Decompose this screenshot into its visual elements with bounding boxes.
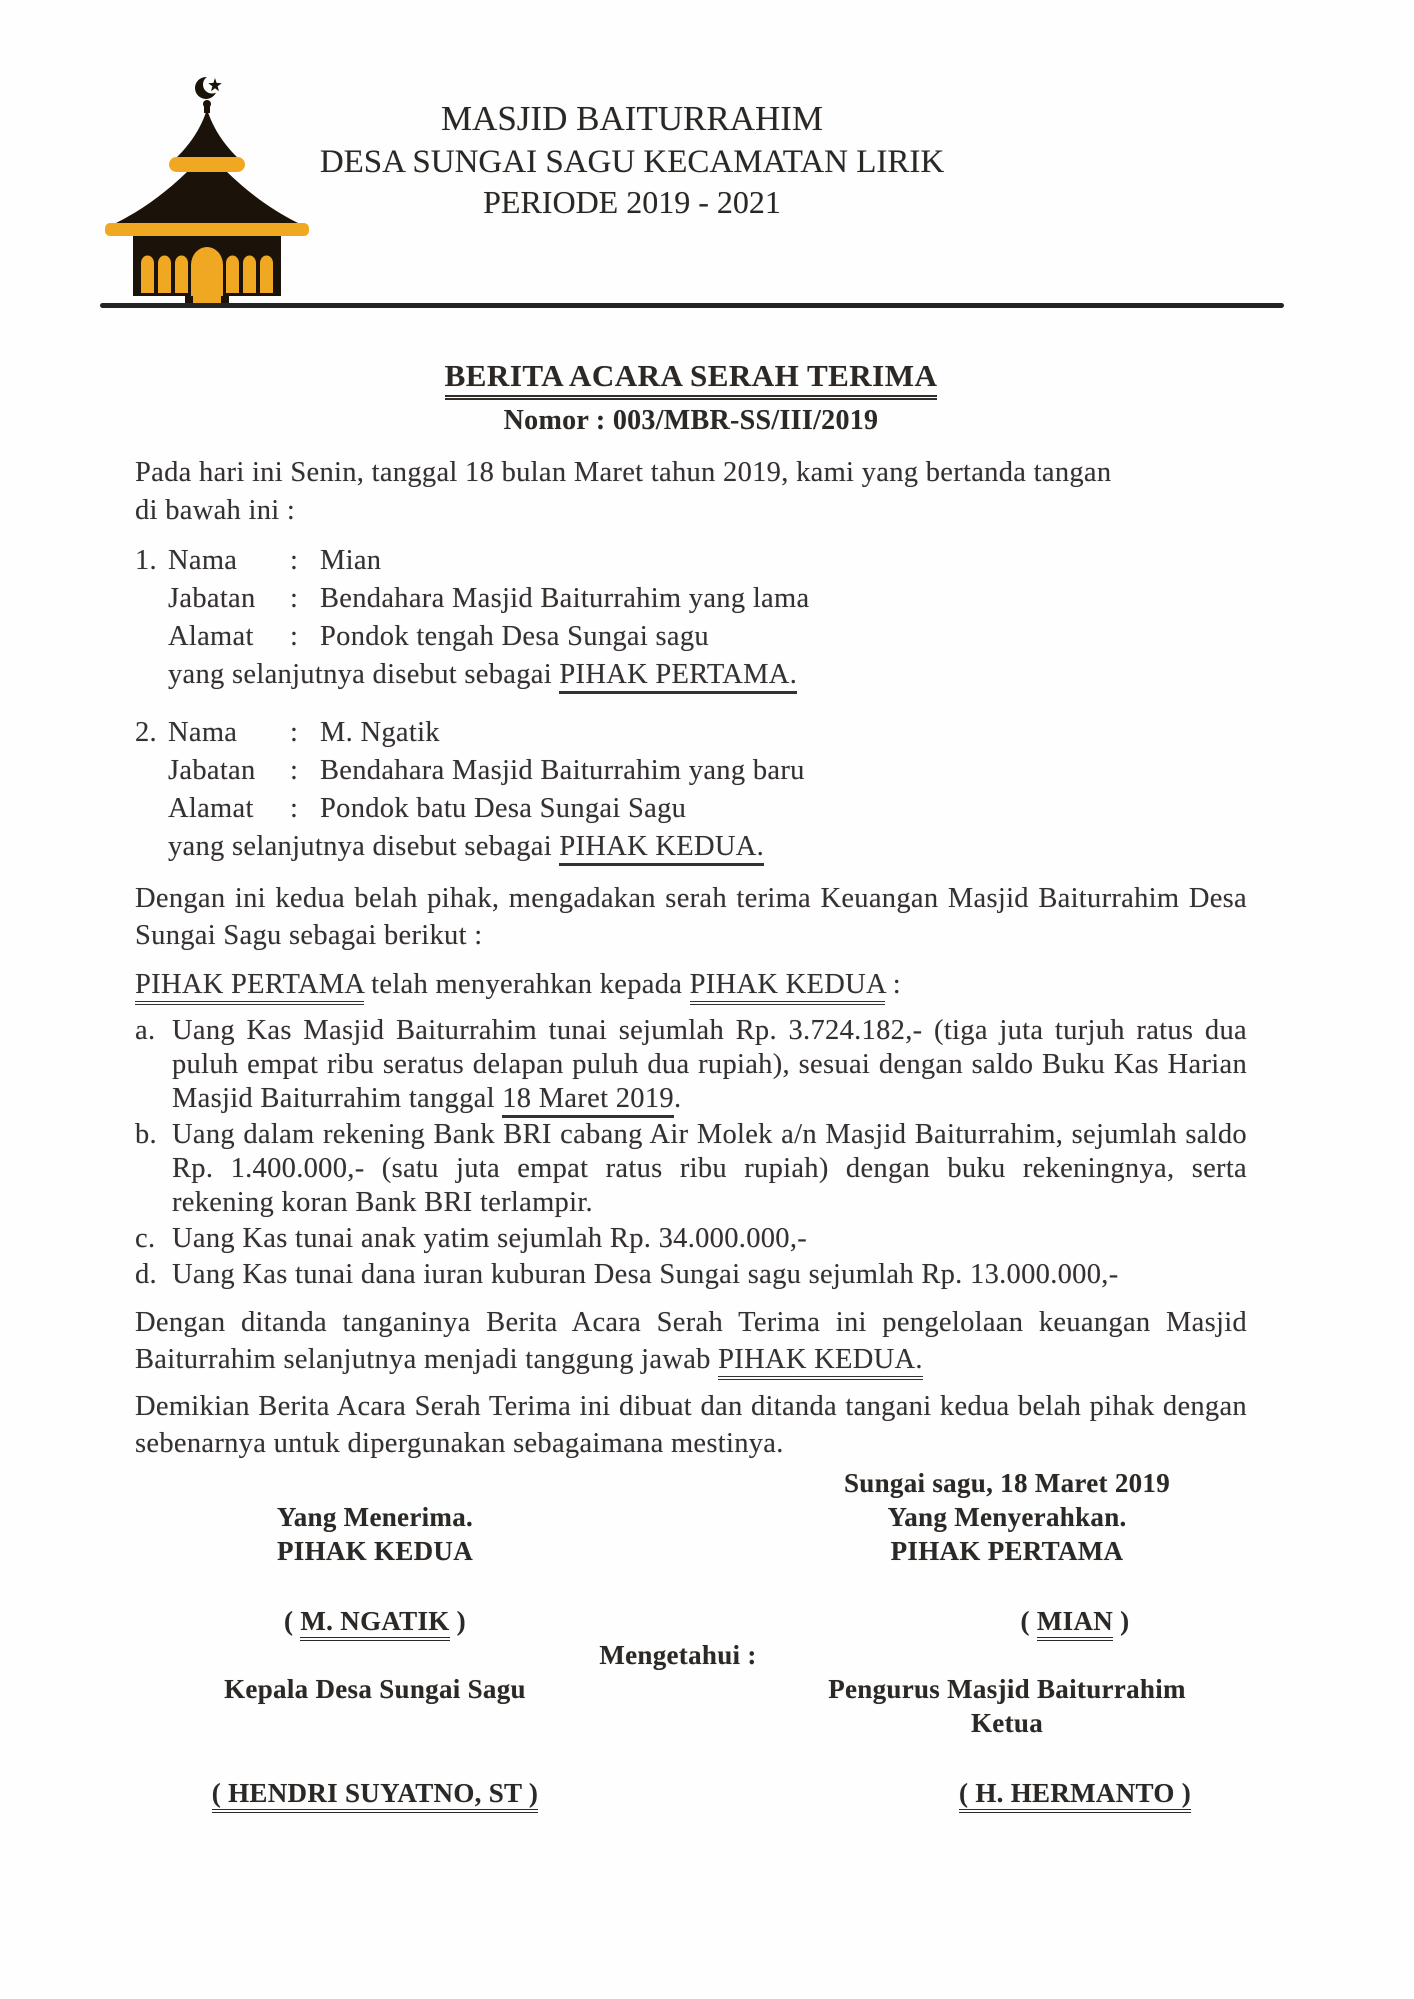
item-marker: d.	[135, 1259, 157, 1290]
handover-item	[135, 1014, 1247, 1116]
field-label: Jabatan	[168, 583, 256, 614]
left-official-name: HENDRI SUYATNO, ST	[228, 1778, 522, 1808]
item-marker: c.	[135, 1223, 156, 1254]
role-row	[135, 1500, 1247, 1534]
header-divider	[100, 303, 1284, 308]
party-closing: yang selanjutnya disebut sebagai PIHAK PERTAMA.	[168, 656, 1247, 694]
party-closing: yang selanjutnya disebut sebagai PIHAK KEDUA.	[168, 828, 1247, 866]
document-title-block	[135, 358, 1247, 438]
place-date-row	[135, 1466, 1247, 1500]
intro-paragraph	[135, 454, 1247, 530]
party-row	[135, 790, 1247, 828]
field-colon: :	[290, 755, 299, 786]
document-body	[135, 358, 1247, 1810]
receiver-role: Yang Menerima.	[276, 1502, 474, 1532]
intro-line2: di bawah ini :	[135, 495, 296, 526]
left-official-title: Kepala Desa Sungai Sagu	[224, 1674, 526, 1704]
field-label: Alamat	[168, 793, 254, 824]
org-period: PERIODE 2019 - 2021	[483, 184, 781, 220]
official-names-row	[135, 1776, 1247, 1810]
field-value: Bendahara Masjid Baiturrahim yang baru	[320, 755, 805, 786]
receiver-signature: ( M. NGATIK )	[135, 1604, 615, 1638]
party-term: PIHAK KEDUA	[690, 969, 886, 1005]
party-label-row	[135, 1534, 1247, 1568]
field-label: Jabatan	[168, 755, 256, 786]
field-value: Mian	[320, 545, 382, 576]
org-name: MASJID BAITURRAHIM	[440, 99, 824, 138]
field-colon: :	[290, 621, 299, 652]
left-official-name-group: ( HENDRI SUYATNO, ST )	[212, 1778, 538, 1813]
handover-items	[135, 1014, 1247, 1292]
receiver-name: M. NGATIK	[300, 1606, 449, 1641]
right-official-name: H. HERMANTO	[975, 1778, 1175, 1808]
field-label: Nama	[168, 545, 238, 576]
party-row	[135, 542, 1247, 580]
giver-name: MIAN	[1037, 1606, 1113, 1641]
party-term: PIHAK KEDUA.	[559, 831, 764, 866]
handover-item	[135, 1258, 1247, 1292]
item-date: 18 Maret 2019	[502, 1083, 674, 1118]
party-first	[135, 542, 1247, 694]
party-term: PIHAK PERTAMA	[135, 969, 364, 1005]
party-number: 1.	[135, 545, 157, 576]
handover-item	[135, 1222, 1247, 1256]
official-subtitle-row	[135, 1706, 1247, 1740]
party-term: PIHAK KEDUA.	[718, 1344, 923, 1380]
right-official-signature	[835, 1776, 1315, 1810]
field-value: Pondok tengah Desa Sungai sagu	[320, 621, 709, 652]
item-text: Uang Kas tunai dana iuran kuburan Desa Sungai sagu sejumlah Rp. 13.000.000,-	[172, 1259, 1119, 1290]
left-official-signature	[135, 1776, 615, 1810]
org-address: DESA SUNGAI SAGU KECAMATAN LIRIK	[319, 144, 945, 180]
field-colon: :	[290, 717, 299, 748]
field-label: Alamat	[168, 621, 254, 652]
item-text: Uang Kas Masjid Baiturrahim tunai sejumlah Rp. 3.724.182,- (tiga juta turjuh ratus dua puluh empat ribu seratus delapan puluh dua rupiah), sesuai dengan saldo Buku Kas Harian Masjid Baiturrahim tanggal 18 Maret 2019.	[172, 1014, 1247, 1116]
field-value: Pondok batu Desa Sungai Sagu	[320, 793, 687, 824]
place-date: Sungai sagu, 18 Maret 2019	[843, 1468, 1171, 1498]
item-text: Uang Kas tunai anak yatim sejumlah Rp. 34.000.000,-	[172, 1223, 808, 1254]
field-label: Nama	[168, 717, 238, 748]
giver-role: Yang Menyerahkan.	[887, 1502, 1127, 1532]
field-colon: :	[290, 583, 299, 614]
signature-names-row	[135, 1604, 1247, 1638]
responsibility-paragraph: Dengan ditanda tanganinya Berita Acara Serah Terima ini pengelolaan keuangan Masjid Baiturrahim selanjutnya menjadi tanggung jawab PIHAK KEDUA.	[135, 1304, 1247, 1378]
official-title-row	[135, 1672, 1247, 1706]
giver-party-label: PIHAK PERTAMA	[890, 1536, 1124, 1566]
acknowledge-label: Mengetahui :	[599, 1640, 757, 1670]
document-number: Nomor : 003/MBR-SS/III/2019	[503, 405, 879, 436]
item-marker: b.	[135, 1119, 157, 1150]
signature-block	[135, 1466, 1247, 1810]
agreement-paragraph: Dengan ini kedua belah pihak, mengadakan serah terima Keuangan Masjid Baiturrahim Desa Sungai Sagu sebagai berikut :	[135, 883, 1247, 951]
giver-signature: ( MIAN )	[835, 1604, 1315, 1638]
right-official-name-group: ( H. HERMANTO )	[959, 1778, 1191, 1813]
item-marker: a.	[135, 1015, 156, 1046]
party-term: PIHAK PERTAMA.	[559, 659, 797, 694]
right-official-subtitle: Ketua	[971, 1708, 1043, 1738]
field-colon: :	[290, 545, 299, 576]
closing-paragraph: Demikian Berita Acara Serah Terima ini dibuat dan ditanda tangani kedua belah pihak dengan sebenarnya untuk dipergunakan sebagaimana mestinya.	[135, 1391, 1247, 1459]
handover-item	[135, 1118, 1247, 1220]
party-number: 2.	[135, 717, 157, 748]
letterhead	[0, 0, 1414, 310]
party-second	[135, 714, 1247, 866]
party-row	[135, 714, 1247, 752]
receiver-party-label: PIHAK KEDUA	[276, 1536, 474, 1566]
handover-statement: PIHAK PERTAMA telah menyerahkan kepada PIHAK KEDUA :	[135, 966, 1247, 1004]
intro-line1: Pada hari ini Senin, tanggal 18 bulan Maret tahun 2019, kami yang bertanda tangan	[135, 457, 1112, 488]
field-value: Bendahara Masjid Baiturrahim yang lama	[320, 583, 810, 614]
letterhead-text	[250, 96, 1014, 222]
document-title: BERITA ACARA SERAH TERIMA	[445, 358, 938, 400]
party-row	[135, 580, 1247, 618]
field-value: M. Ngatik	[320, 717, 440, 748]
party-row	[135, 618, 1247, 656]
right-official-title: Pengurus Masjid Baiturrahim	[828, 1674, 1186, 1704]
item-text: Uang dalam rekening Bank BRI cabang Air Molek a/n Masjid Baiturrahim, sejumlah saldo Rp. 1.400.000,- (satu juta empat ratus ribu rupiah) dengan buku rekeningnya, serta rekening koran Bank BRI terlampir.	[172, 1119, 1247, 1218]
party-row	[135, 752, 1247, 790]
field-colon: :	[290, 793, 299, 824]
